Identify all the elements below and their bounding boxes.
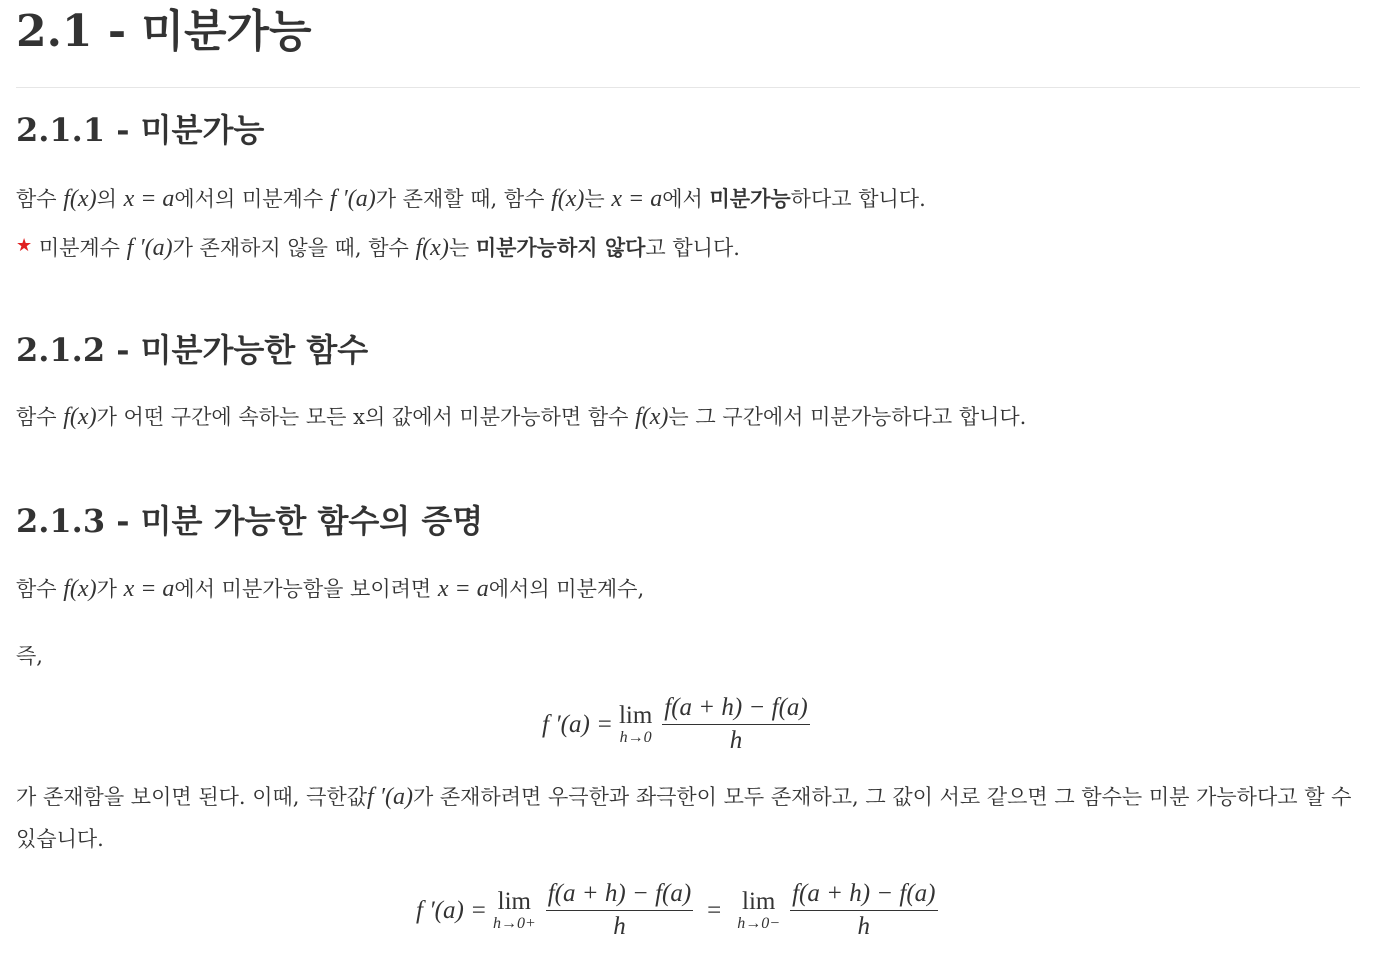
text-span: 고 합니다. — [645, 236, 740, 260]
interval-paragraph — [16, 402, 1026, 432]
limit-condition-paragraph — [16, 776, 1360, 860]
text-span: 가 존재함을 보이면 된다. 이때, 극한값 — [16, 785, 368, 809]
lim-subscript: h→0− — [737, 914, 781, 932]
text-span: 에서 — [662, 187, 703, 211]
math-fx: f(x) — [63, 576, 97, 602]
fraction-denominator: h — [857, 913, 871, 940]
star-icon: ★ — [16, 235, 33, 256]
fraction-denominator: h — [729, 727, 743, 754]
lim-subscript: h→0 — [619, 728, 652, 746]
right-difference-quotient — [546, 880, 693, 941]
section-heading-2-1-1: 2.1.1 - 미분가능 — [16, 111, 265, 149]
text-span: 의 — [96, 187, 117, 211]
derivative-equation — [542, 694, 814, 755]
fraction-numerator: f(a + h) − f(a) — [662, 694, 809, 725]
proof-intro-paragraph — [16, 574, 644, 604]
fraction-numerator: f(a + h) − f(a) — [546, 880, 693, 911]
right-limit-operator — [492, 887, 536, 932]
text-span: 가 존재하지 않을 때, 함수 — [172, 236, 409, 260]
math-fx: f(x) — [551, 186, 585, 212]
math-fx: f(x) — [635, 404, 669, 430]
eq-lhs: f ′(a) = — [542, 710, 613, 738]
title-divider — [16, 87, 1360, 88]
math-f-prime-a: f ′(a) — [126, 235, 173, 261]
page-title: 2.1 - 미분가능 — [16, 6, 312, 57]
left-difference-quotient — [790, 880, 937, 941]
text-span: 에서의 미분계수 — [174, 187, 324, 211]
section-heading-2-1-2: 2.1.2 - 미분가능한 함수 — [16, 331, 369, 369]
lim-subscript: h→0+ — [492, 914, 536, 932]
lim-text: lim — [497, 887, 531, 915]
difference-quotient — [662, 694, 809, 755]
text-span: 는 — [584, 187, 605, 211]
text-span: 미분계수 — [38, 236, 120, 260]
text-span: 함수 — [16, 187, 57, 211]
left-limit-operator — [737, 887, 781, 932]
text-span: 가 존재할 때, 함수 — [375, 187, 545, 211]
math-fx: f(x) — [415, 235, 449, 261]
note-paragraph — [16, 231, 740, 263]
definition-paragraph — [16, 184, 926, 214]
document-page — [16, 0, 1360, 963]
one-sided-limits-equation — [416, 880, 942, 941]
lim-text: lim — [742, 887, 776, 915]
text-span: 가 어떤 구간에 속하는 모든 x의 값에서 미분가능하면 함수 — [96, 405, 629, 429]
math-fx: f(x) — [63, 186, 97, 212]
text-span: 가 — [96, 577, 117, 601]
math-fx: f(x) — [63, 404, 97, 430]
fraction-numerator: f(a + h) − f(a) — [790, 880, 937, 911]
bold-term: 미분가능하지 않다 — [475, 235, 646, 260]
limit-operator — [618, 701, 653, 746]
math-x-eq-a: x = a — [437, 576, 489, 602]
text-span: 에서의 미분계수, — [488, 577, 645, 601]
text-span: 함수 — [16, 577, 57, 601]
text-span: 는 그 구간에서 미분가능하다고 합니다. — [668, 405, 1027, 429]
fraction-denominator: h — [613, 913, 626, 940]
math-x-eq-a: x = a — [123, 186, 175, 212]
text-span: 함수 — [16, 405, 57, 429]
eq-lhs: f ′(a) = — [416, 896, 487, 924]
text-span: 가 존재하려면 우극한과 좌극한이 모두 존재하고, 그 값이 서로 같으면 그 함수는 미분 가능하다고 할 수 있습니다. — [16, 785, 1352, 851]
section-heading-2-1-3: 2.1.3 - 미분 가능한 함수의 증명 — [16, 502, 484, 540]
namely-paragraph: 즉, — [16, 644, 43, 668]
text-span: 는 — [448, 236, 470, 260]
text-span: 하다고 합니다. — [790, 187, 926, 211]
lim-text: lim — [618, 701, 653, 729]
text-span: 에서 미분가능함을 보이려면 — [174, 577, 432, 601]
math-f-prime-a: f ′(a) — [329, 186, 376, 212]
bold-term: 미분가능 — [709, 186, 791, 211]
math-f-prime-a: f ′(a) — [367, 784, 413, 810]
equals-sign: = — [707, 896, 722, 924]
math-x-eq-a: x = a — [123, 576, 175, 602]
math-x-eq-a: x = a — [611, 186, 663, 212]
